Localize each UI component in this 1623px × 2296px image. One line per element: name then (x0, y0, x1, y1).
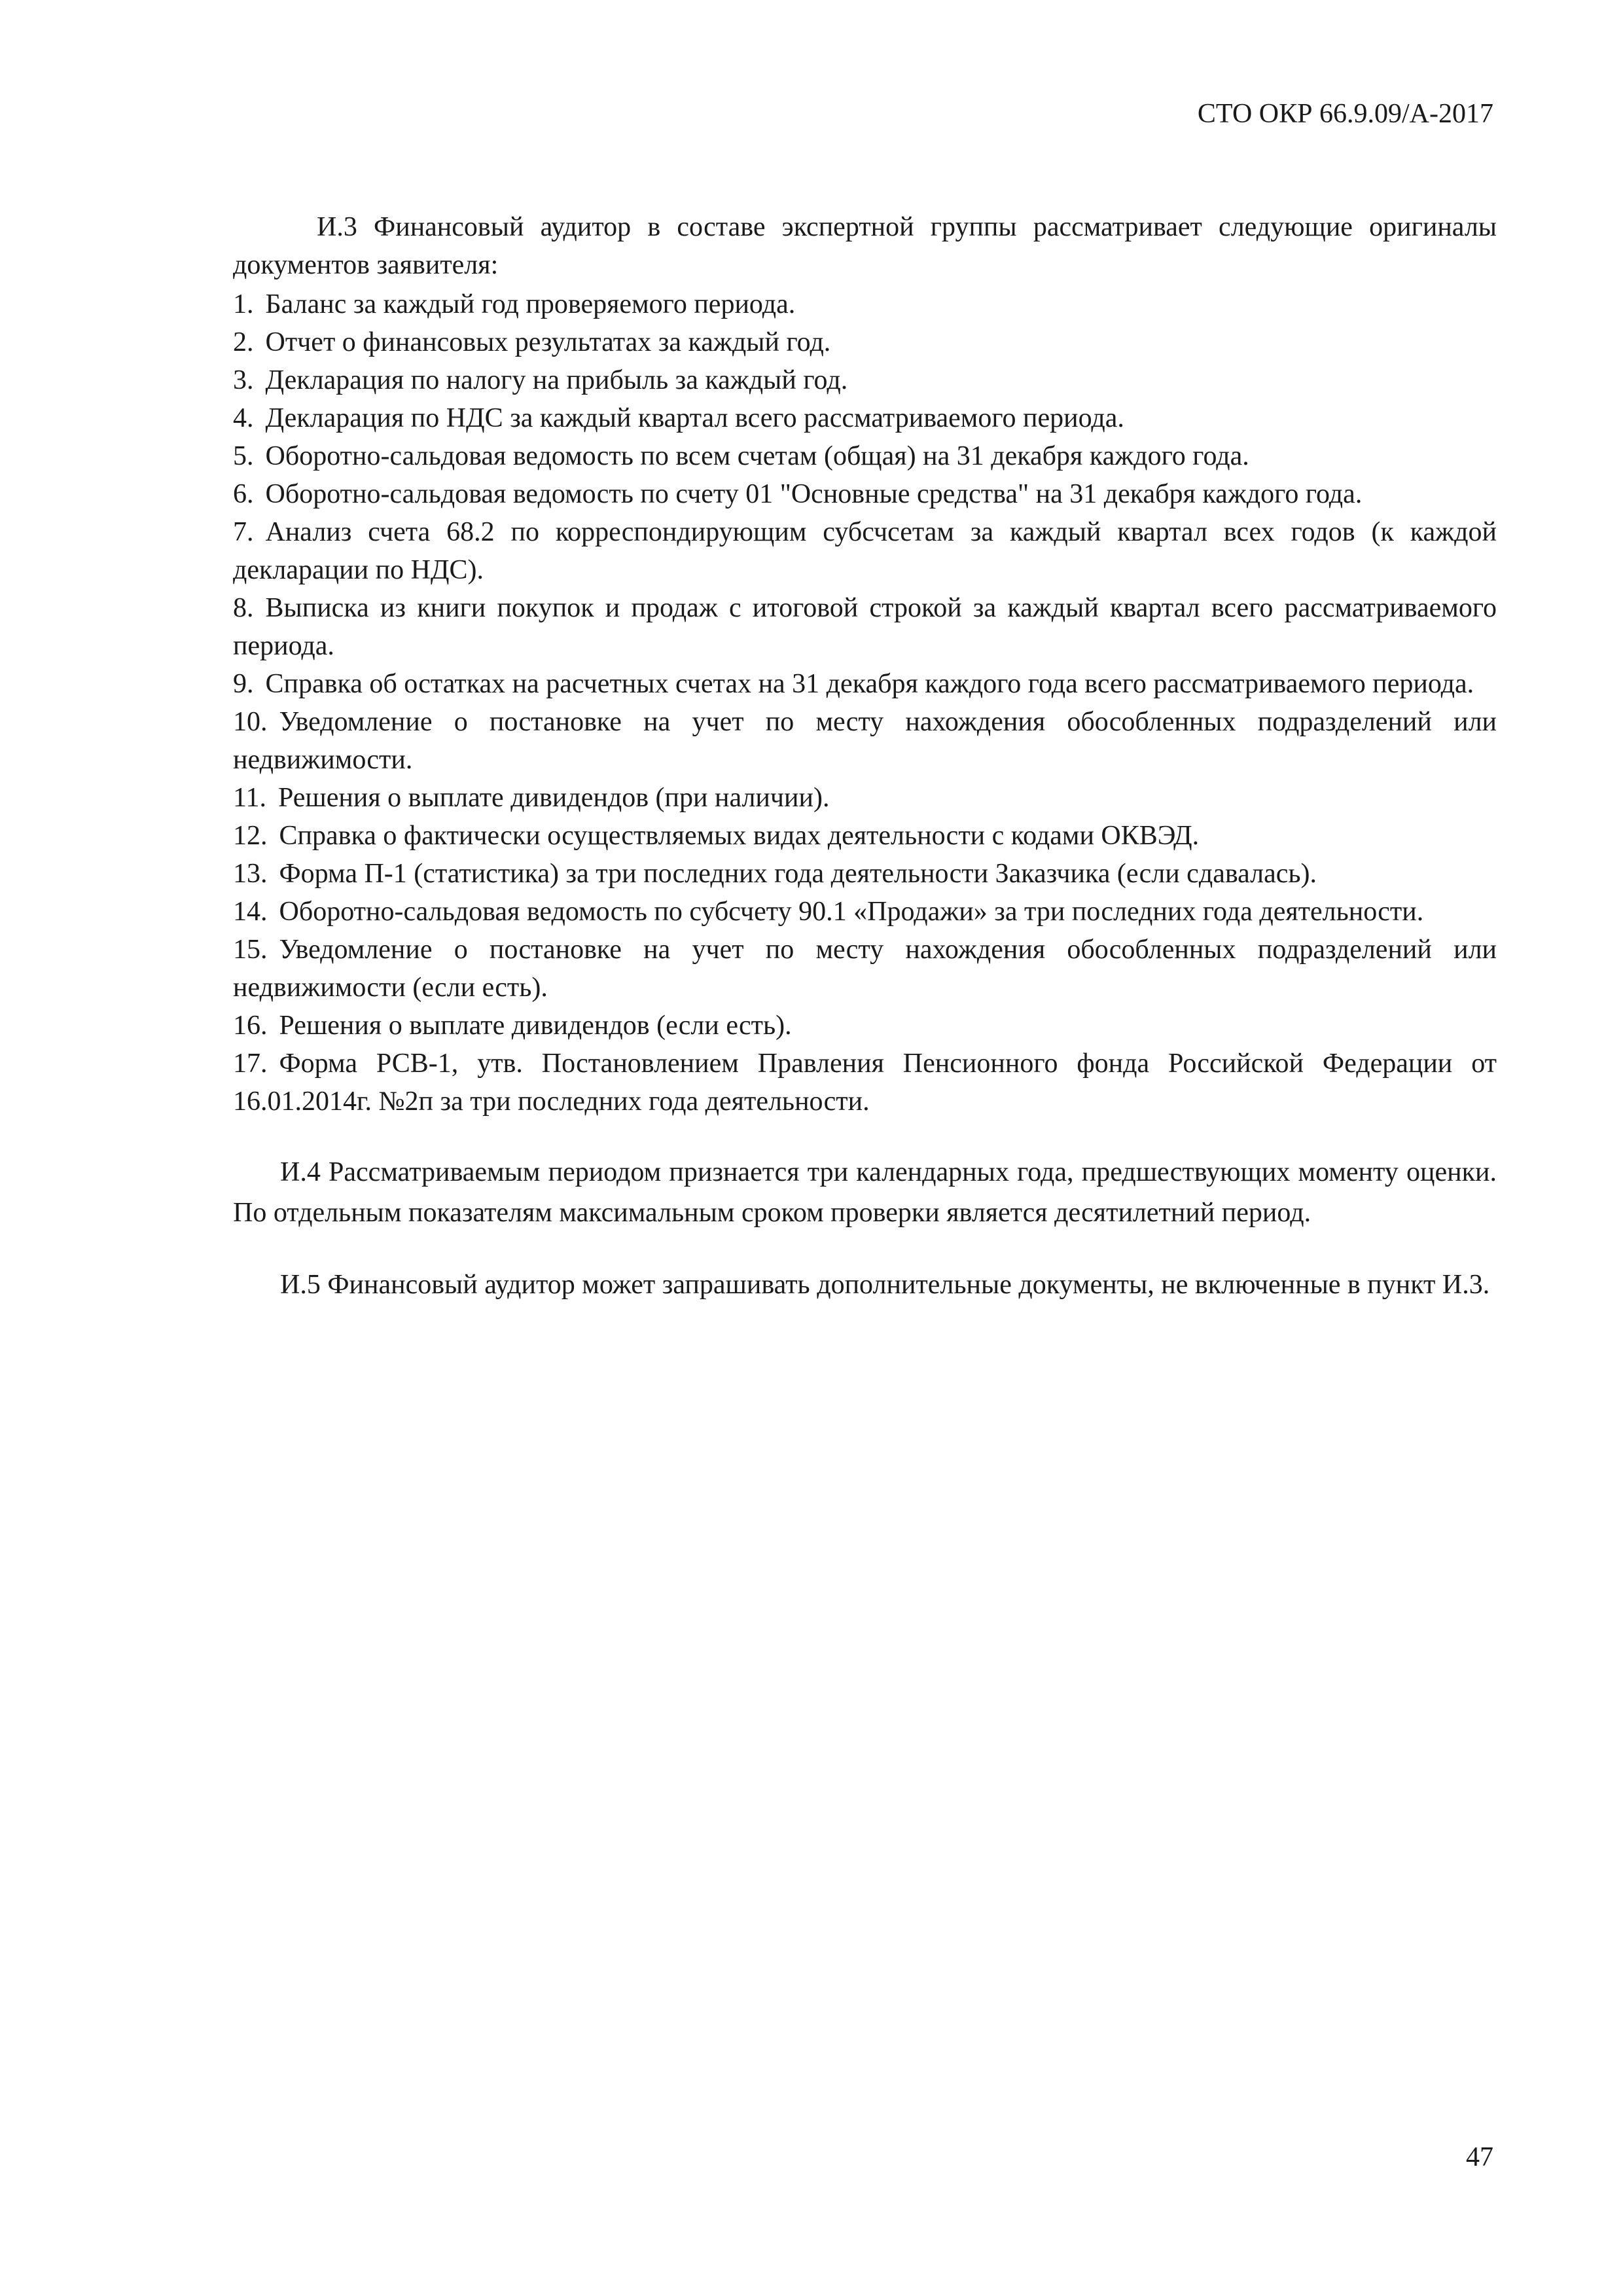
list-item-number: 2. (233, 327, 254, 357)
list-item-text: Выписка из книги покупок и продаж с итоговой строкой за каждый квартал всего рассматриваемого периода. (233, 593, 1497, 661)
list-item-number: 17. (233, 1049, 268, 1079)
list-item-text: Баланс за каждый год проверяемого периода. (265, 289, 796, 319)
list-item-number: 8. (233, 593, 254, 623)
list-item-number: 5. (233, 441, 254, 471)
list-item-number: 16. (233, 1011, 268, 1041)
list-item-text: Декларация по НДС за каждый квартал всего рассматриваемого периода. (265, 403, 1124, 433)
section-i3-intro: И.3 Финансовый аудитор в составе экспертной группы рассматривает следующие оригиналы документов заявителя: (233, 212, 1497, 280)
list-item-text: Отчет о финансовых результатах за каждый год. (265, 327, 831, 357)
documents-list (233, 285, 1497, 1121)
list-item-text: Решения о выплате дивидендов (если есть). (279, 1011, 792, 1041)
list-item (233, 437, 1497, 475)
list-item-text: Форма РСВ-1, утв. Постановлением Правления Пенсионного фонда Российской Федерации от 16.01.2014г. №2п за три последних года деятельности. (233, 1049, 1497, 1117)
list-item-number: 7. (233, 517, 254, 547)
page-number: 47 (1466, 2142, 1493, 2172)
list-item-text: Декларация по налогу на прибыль за каждый год. (265, 365, 848, 395)
list-item-text: Справка о фактически осуществляемых видах деятельности с кодами ОКВЭД. (279, 821, 1200, 851)
list-item-text: Оборотно-сальдовая ведомость по субсчету 90.1 «Продажи» за три последних года деятельности. (279, 897, 1424, 927)
list-item-number: 10. (233, 707, 268, 737)
list-item-number: 3. (233, 365, 254, 395)
section-i5-paragraph: И.5 Финансовый аудитор может запрашивать дополнительные документы, не включенные в пункт И.3. (280, 1270, 1490, 1300)
list-item-text: Уведомление о постановке на учет по месту нахождения обособленных подразделений или недвижимости (если есть). (233, 935, 1497, 1003)
list-item (233, 703, 1497, 779)
list-item-number: 15. (233, 935, 268, 965)
list-item (233, 361, 1497, 399)
list-item (233, 931, 1497, 1007)
list-item (233, 323, 1497, 361)
list-item-text: Форма П-1 (статистика) за три последних года деятельности Заказчика (если сдавалась). (279, 859, 1317, 889)
list-item (233, 855, 1497, 893)
list-item-number: 6. (233, 479, 254, 509)
list-item-text: Оборотно-сальдовая ведомость по счету 01 "Основные средства" на 31 декабря каждого года. (265, 479, 1363, 509)
list-item-text: Решения о выплате дивидендов (при наличии). (277, 783, 830, 813)
list-item-number: 12. (233, 821, 268, 851)
list-item-text: Уведомление о постановке на учет по месту нахождения обособленных подразделений или недвижимости. (233, 707, 1497, 775)
list-item-text: Анализ счета 68.2 по корреспондирующим субсчсетам за каждый квартал всех годов (к каждой декларации по НДС). (233, 517, 1497, 585)
list-item (233, 285, 1497, 323)
list-item (233, 893, 1497, 931)
list-item (233, 1045, 1497, 1121)
list-item-number: 13. (233, 859, 268, 889)
list-item (233, 513, 1497, 589)
document-body (233, 208, 1497, 1305)
list-item (233, 589, 1497, 665)
list-item-number: 4. (233, 403, 254, 433)
section-i4-paragraph: И.4 Рассматриваемым периодом признается три календарных года, предшествующих моменту оценки. По отдельным показателям максимальным сроком проверки является десятилетний период. (233, 1157, 1497, 1228)
list-item-number: 14. (233, 897, 268, 927)
list-item-number: 1. (233, 289, 254, 319)
list-item-number: 9. (233, 669, 254, 699)
list-item (233, 399, 1497, 437)
list-item-text: Оборотно-сальдовая ведомость по всем счетам (общая) на 31 декабря каждого года. (265, 441, 1249, 471)
list-item (233, 1007, 1497, 1045)
list-item-number: 11. (233, 783, 266, 813)
list-item (233, 779, 1497, 817)
list-item (233, 817, 1497, 855)
document-code: СТО ОКР 66.9.09/А-2017 (1197, 99, 1493, 129)
list-item (233, 475, 1497, 513)
list-item (233, 665, 1497, 703)
list-item-text: Справка об остатках на расчетных счетах на 31 декабря каждого года всего рассматриваемого периода. (265, 669, 1474, 699)
